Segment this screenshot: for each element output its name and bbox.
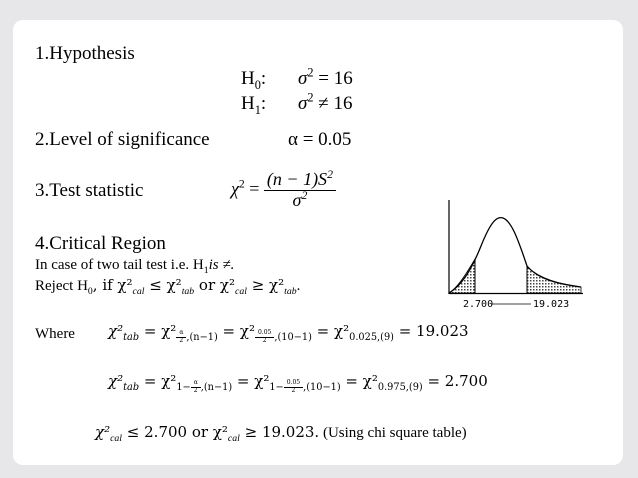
h0-expression — [298, 65, 353, 90]
where-label: Where — [35, 326, 75, 342]
h0-sigma: σ — [298, 68, 308, 89]
left-rejection-region — [449, 259, 475, 293]
h1-sigma-sq: 2 — [307, 90, 314, 105]
where-equation-2: $\chi^2_{tab} = \chi^2_{1- \frac{\alpha}{2} ,(n-1)} = \chi^2_{1- \frac{0.05}{2} ,(10-1)} = \chi^2_{0.975,(9)} = 2.700$ — [108, 372, 488, 394]
formula-denominator: $\sigma^2$ — [292, 188, 308, 210]
h0-colon: : — [260, 68, 267, 89]
formula-numerator: $(n - 1)S^2$ — [264, 170, 336, 191]
where-equation-1: $\chi^2_{tab} = \chi^2$ $_{\frac{\alpha}{2} ,(n-1)}$ = χ² $_{\frac{0.05}{2} ,(10-1)} = \chi^2_{0.025,(9)} = 19.023$ — [108, 322, 469, 344]
h0-label: H — [241, 68, 255, 89]
h1-sigma: σ — [298, 93, 308, 114]
h0-line — [241, 68, 266, 90]
h1-sub: 1 — [254, 102, 261, 117]
conclusion-line: $\chi^2_{cal} \le 2.700$ or $\chi^2_{cal} \ge 19.023$. (Using chi square table) — [95, 423, 467, 444]
h0-expr: = 16 — [318, 68, 353, 89]
conclusion-note: (Using chi square table) — [322, 425, 467, 441]
formula-fraction — [264, 170, 336, 211]
chi-square-distribution-chart — [431, 196, 591, 321]
formula-chi-sq: 2 — [238, 177, 245, 191]
h0-sigma-sq: 2 — [307, 65, 314, 80]
hypothesis-heading: 1.Hypothesis — [35, 43, 135, 64]
critical-region-line2: Reject $H_0$, if $\chi^2_{cal} \le \chi^2_{tab}$ or $\chi^2_{cal} \ge \chi^2_{tab}$. — [35, 276, 301, 297]
right-rejection-region — [527, 267, 581, 293]
formula-chi: χ — [231, 178, 239, 199]
formula-equals: = — [249, 178, 260, 199]
right-critical-label: 19.023 — [533, 299, 570, 310]
h1-label: H — [241, 93, 255, 114]
critical-region-heading: 4.Critical Region — [35, 233, 166, 254]
h1-colon: : — [260, 93, 267, 114]
slide — [13, 20, 623, 465]
significance-value: α = 0.05 — [288, 129, 352, 150]
critical-region-line1: In case of two tail test i.e. $H_1is$ ≠. — [35, 257, 235, 276]
significance-heading: 2.Level of significance — [35, 129, 210, 150]
test-statistic-heading: 3.Test statistic — [35, 180, 144, 201]
h1-line — [241, 93, 266, 115]
left-critical-label: 2.700 — [463, 299, 494, 310]
h0-sub: 0 — [254, 77, 261, 92]
test-statistic-formula — [231, 170, 336, 211]
h1-expr: ≠ 16 — [318, 93, 353, 114]
h1-expression — [298, 90, 353, 115]
